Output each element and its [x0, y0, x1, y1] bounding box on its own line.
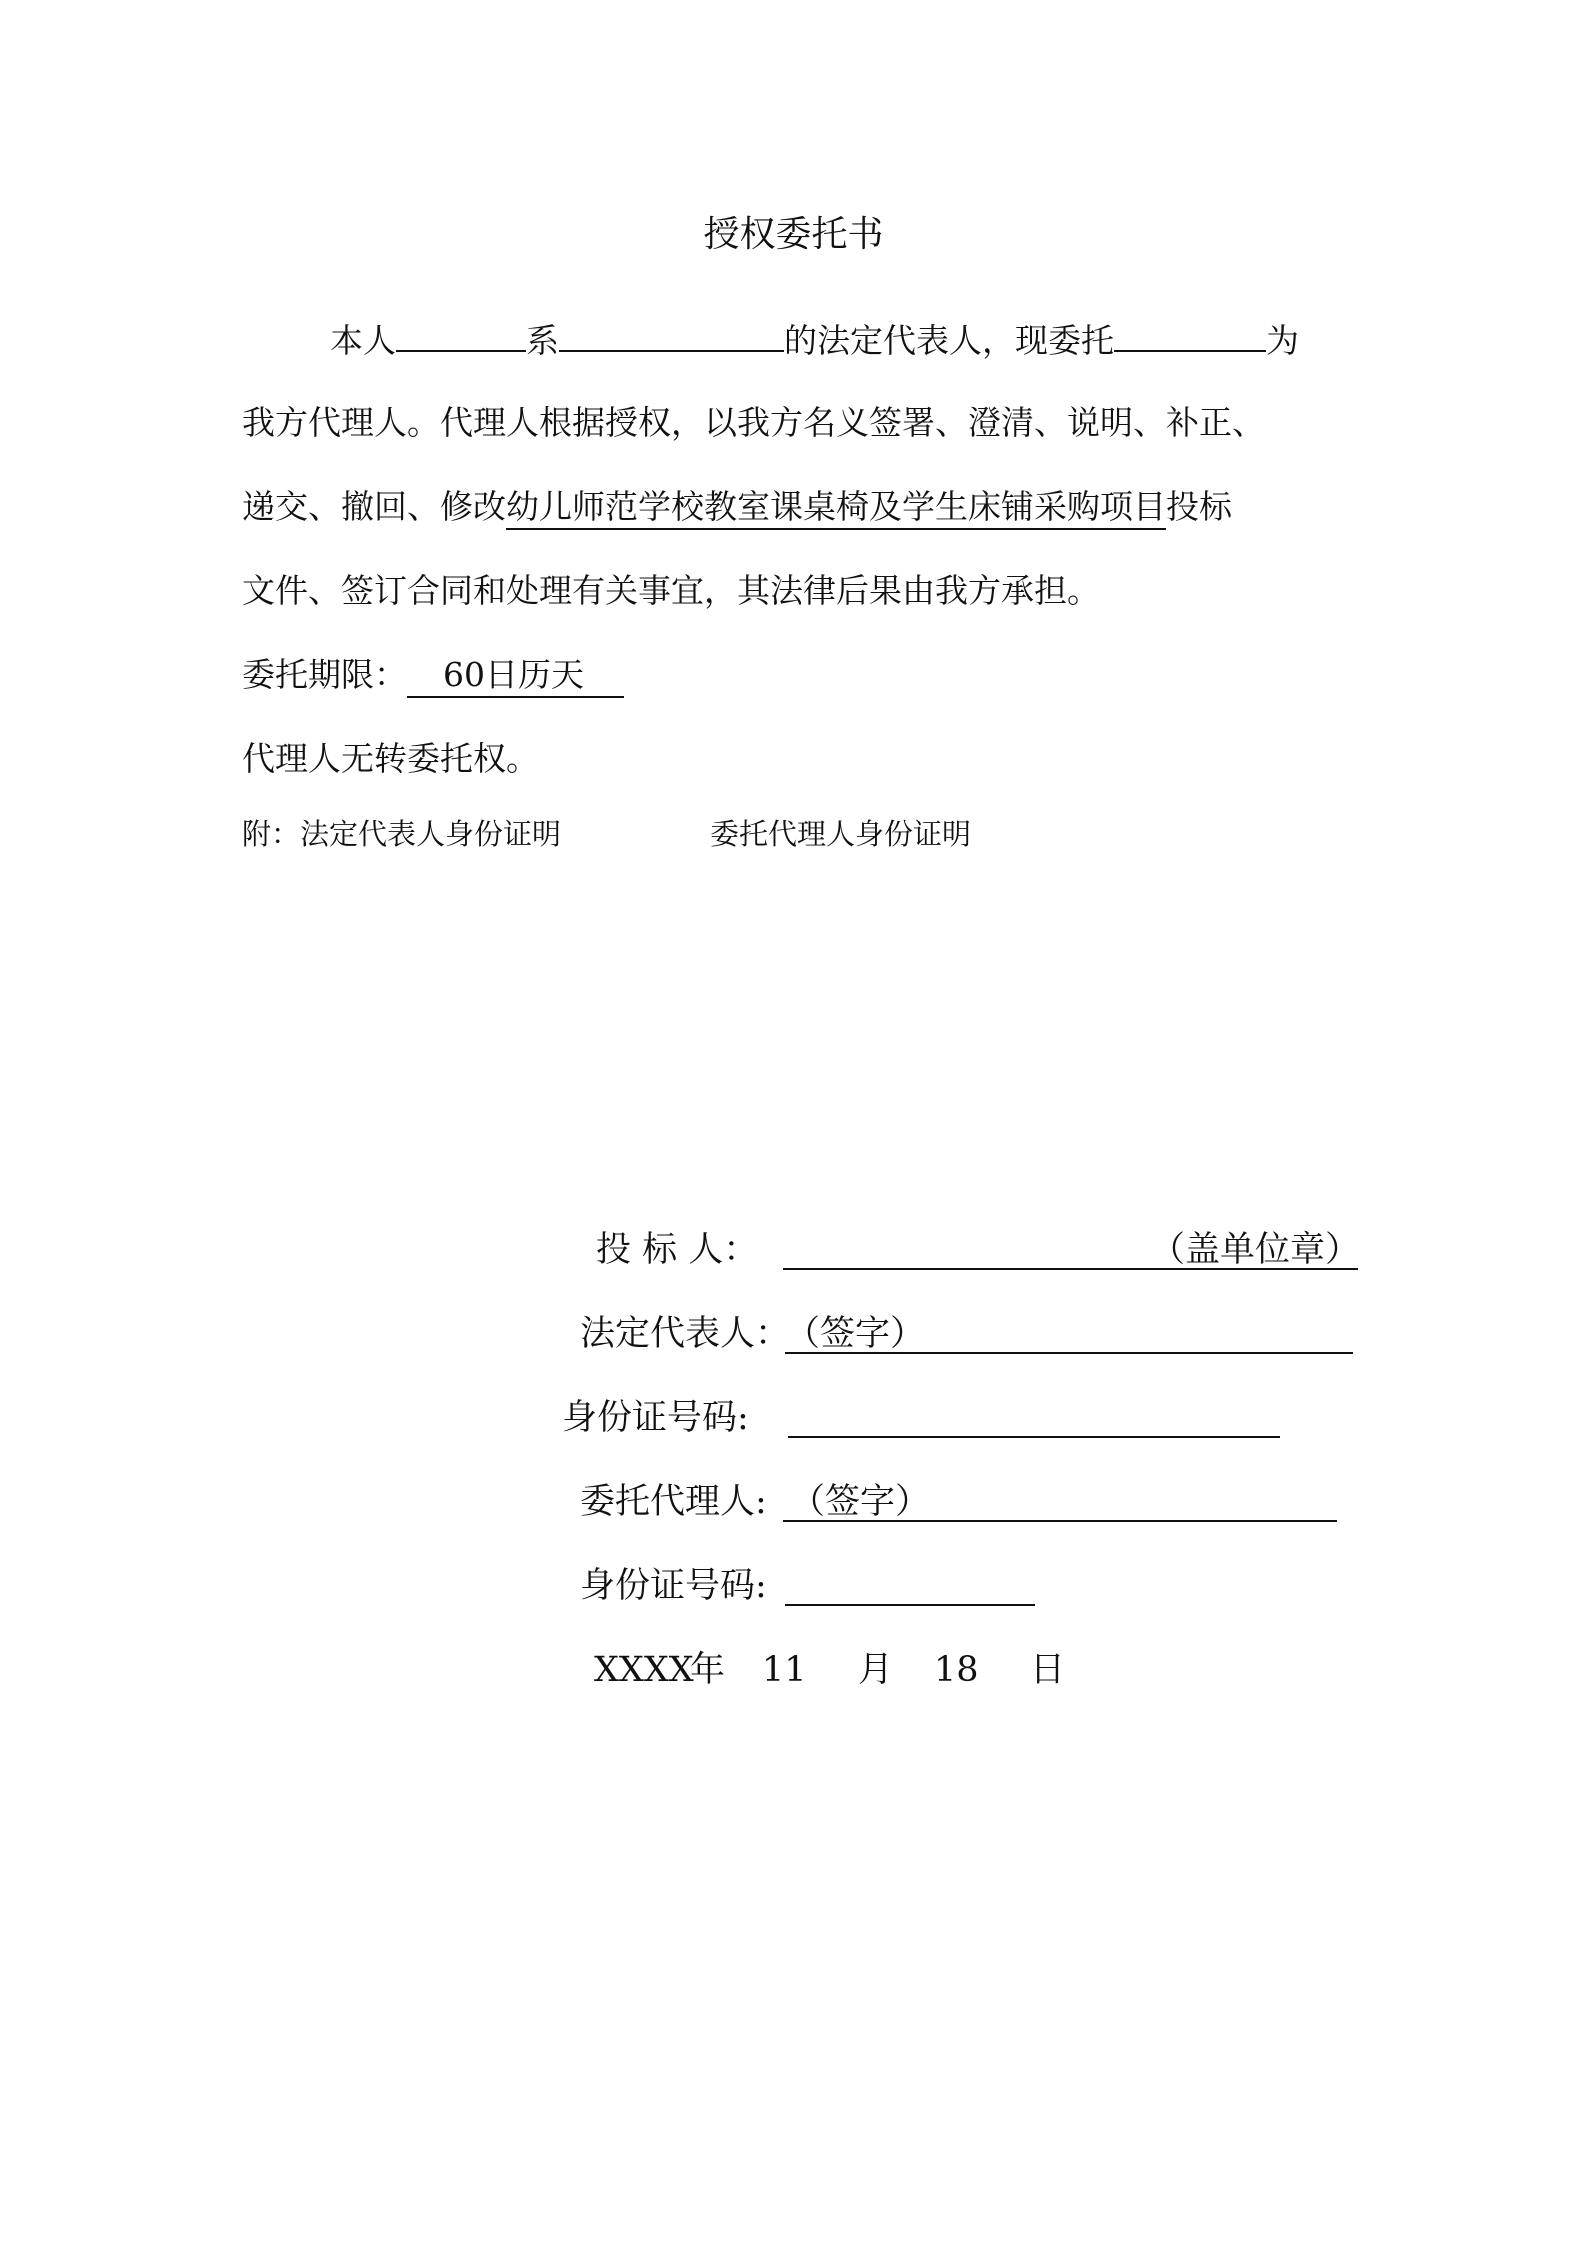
company-name-blank[interactable] [559, 318, 784, 352]
line3-suffix: 投标 [1166, 487, 1232, 526]
date-month-unit: 月 [858, 1650, 894, 1690]
intro-text-4: 为 [1266, 321, 1299, 360]
principal-name-blank[interactable] [396, 318, 526, 352]
intro-text-2: 系 [526, 321, 559, 360]
date-day: 18 [934, 1650, 979, 1690]
id-number-label-2: 身份证号码: [580, 1566, 767, 1606]
intro-text-1: 本人 [330, 321, 396, 360]
bidder-seal-text: （盖单位章） [1150, 1230, 1361, 1270]
term-value: 60日历天 [407, 655, 624, 698]
legal-rep-sign-text: （签字） [785, 1314, 926, 1354]
term-label: 委托期限： [242, 655, 407, 694]
date-month: 11 [762, 1650, 807, 1690]
agent-label: 委托代理人: [580, 1482, 767, 1522]
authorization-line-2: 我方代理人。代理人根据授权，以我方名义签署、澄清、说明、补正、 [242, 403, 1265, 442]
attachment-legal-rep-id: 附：法定代表人身份证明 [242, 817, 562, 851]
attachment-agent-id: 委托代理人身份证明 [710, 817, 972, 851]
agent-name-blank[interactable] [1114, 318, 1266, 352]
id-number-line-1[interactable] [788, 1436, 1280, 1438]
id-number-label-1: 身份证号码: [562, 1398, 749, 1438]
intro-text-3: 的法定代表人，现委托 [784, 321, 1114, 360]
agent-sign-text: （签字） [790, 1482, 931, 1522]
date-day-unit: 日 [1030, 1650, 1066, 1690]
authorization-line-3 [242, 486, 1232, 528]
term-line [242, 654, 624, 696]
intro-line [330, 318, 1299, 362]
bidder-label: 投 标 人： [596, 1230, 759, 1270]
id-number-line-2[interactable] [785, 1604, 1035, 1606]
line3-prefix: 递交、撤回、修改 [242, 487, 506, 526]
date-year: XXXX [594, 1650, 694, 1690]
date-year-unit: 年 [690, 1650, 726, 1690]
document-title: 授权委托书 [703, 214, 884, 255]
no-transfer-note: 代理人无转委托权。 [242, 739, 539, 778]
legal-rep-label: 法定代表人： [580, 1314, 791, 1354]
project-name: 幼儿师范学校教室课桌椅及学生床铺采购项目 [506, 487, 1166, 530]
authorization-line-4: 文件、签订合同和处理有关事宜，其法律后果由我方承担。 [242, 571, 1100, 610]
